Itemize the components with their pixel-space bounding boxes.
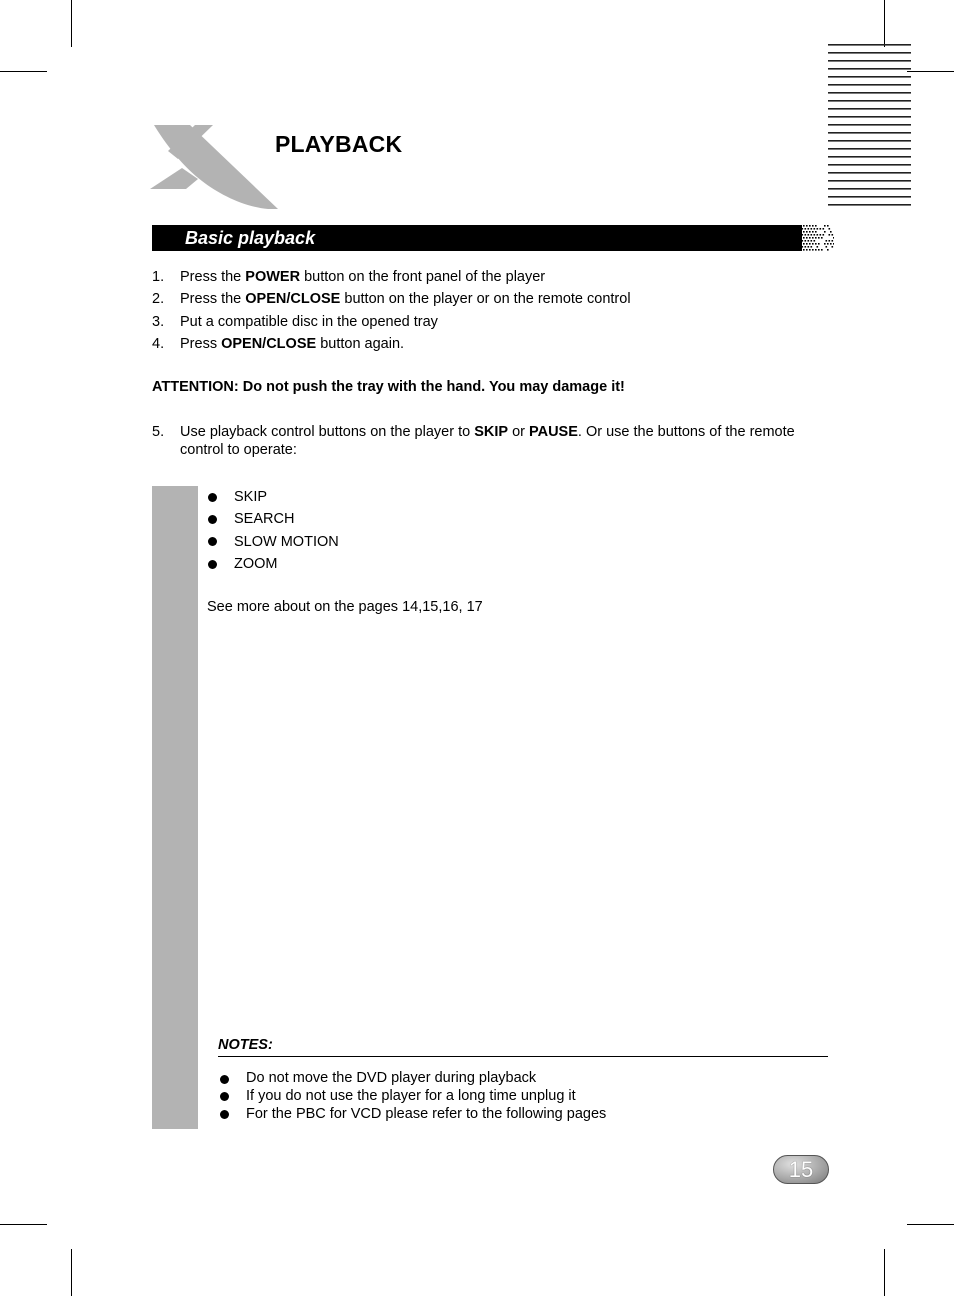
bullet-icon xyxy=(220,1092,229,1101)
crop-mark xyxy=(907,71,954,72)
step-number: 1. xyxy=(152,269,165,285)
step-item xyxy=(152,266,631,288)
attention-warning: ATTENTION: Do not push the tray with the hand. You may damage it! xyxy=(152,379,625,395)
control-function-item xyxy=(207,508,339,530)
notes-list xyxy=(219,1070,606,1123)
step-item xyxy=(152,333,631,355)
section-bar-dot-pattern xyxy=(800,225,834,251)
x-brand-logo-icon xyxy=(150,123,278,211)
control-function-item-label: SKIP xyxy=(234,489,268,505)
crop-mark xyxy=(0,1224,47,1225)
step-item xyxy=(152,423,832,459)
bullet-icon xyxy=(208,493,217,502)
step-number: 2. xyxy=(152,291,165,308)
crop-mark xyxy=(0,71,47,72)
page-title: PLAYBACK xyxy=(275,131,403,157)
note-item xyxy=(219,1106,606,1124)
crop-mark xyxy=(884,1249,885,1296)
step-number: 3. xyxy=(152,313,165,330)
note-item-label: If you do not use the player for a long time unplug it xyxy=(246,1087,576,1104)
step-keyword: SKIP xyxy=(474,424,509,440)
bullet-icon xyxy=(220,1110,229,1119)
page-number-badge xyxy=(773,1155,829,1184)
note-item-label: For the PBC for VCD please refer to the following pages xyxy=(246,1105,607,1122)
control-function-item xyxy=(207,531,339,553)
playback-step-5 xyxy=(152,423,832,459)
side-band xyxy=(152,486,198,1129)
step-item xyxy=(152,311,631,333)
control-function-list xyxy=(207,486,339,576)
note-item xyxy=(219,1088,606,1106)
decorative-stripes xyxy=(828,43,911,209)
step-keyword: OPEN/CLOSE xyxy=(245,291,341,308)
bullet-icon xyxy=(208,515,217,524)
step-text: Press xyxy=(180,336,222,353)
note-item-label: Do not move the DVD player during playback xyxy=(246,1070,537,1086)
bullet-icon xyxy=(208,537,217,546)
step-text: Use playback control buttons on the player to xyxy=(180,424,475,440)
step-keyword: OPEN/CLOSE xyxy=(221,336,317,353)
step-text: . Or use the buttons of the remote control to operate: xyxy=(180,424,795,458)
step-item xyxy=(152,288,631,310)
control-function-item xyxy=(207,486,339,508)
crop-mark xyxy=(907,1224,954,1225)
step-text: or xyxy=(508,424,529,440)
step-text: Press the xyxy=(180,291,246,308)
page-number: 15 xyxy=(788,1157,814,1182)
control-function-item-label: SLOW MOTION xyxy=(234,533,339,550)
see-more-reference: See more about on the pages 14,15,16, 17 xyxy=(207,599,483,615)
notes-title: NOTES: xyxy=(218,1037,273,1053)
step-keyword: POWER xyxy=(245,269,301,285)
notes-divider xyxy=(218,1056,828,1057)
crop-mark xyxy=(71,0,72,47)
crop-mark xyxy=(71,1249,72,1296)
playback-steps xyxy=(152,266,631,356)
step-text: button on the player or on the remote control xyxy=(340,291,631,308)
step-text: button on the front panel of the player xyxy=(300,269,546,285)
step-number: 4. xyxy=(152,336,165,353)
step-text: Put a compatible disc in the opened tray xyxy=(180,313,438,330)
control-function-item-label: SEARCH xyxy=(234,511,295,528)
control-function-item xyxy=(207,553,339,575)
crop-mark xyxy=(884,0,885,47)
bullet-icon xyxy=(208,560,217,569)
section-header-bar xyxy=(152,225,802,251)
section-title: Basic playback xyxy=(185,228,316,248)
note-item xyxy=(219,1070,606,1088)
bullet-icon xyxy=(220,1075,229,1084)
step-text: Press the xyxy=(180,269,246,285)
control-function-item-label: ZOOM xyxy=(234,556,278,573)
step-text: button again. xyxy=(316,336,405,353)
step-keyword: PAUSE xyxy=(529,424,578,440)
step-number: 5. xyxy=(152,424,165,440)
